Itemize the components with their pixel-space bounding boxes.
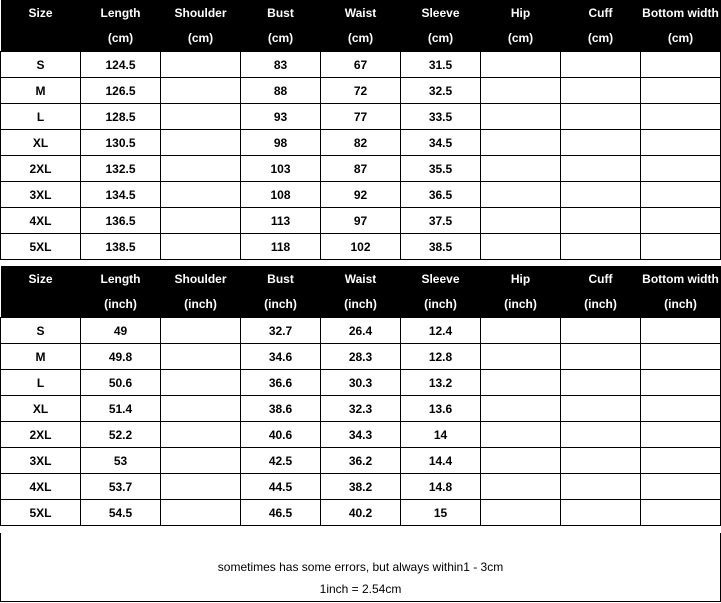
measurement-cell: 98 [241, 130, 321, 156]
measurement-cell [481, 78, 561, 104]
measurement-cell [481, 130, 561, 156]
measurement-cell [161, 422, 241, 448]
measurement-cell [481, 208, 561, 234]
measurement-cell [161, 474, 241, 500]
measurement-cell: 38.5 [401, 234, 481, 260]
size-cell: S [1, 52, 81, 78]
size-table-cm [0, 0, 721, 260]
measurement-cell: 13.2 [401, 370, 481, 396]
measurement-cell [161, 500, 241, 526]
measurement-cell: 108 [241, 182, 321, 208]
measurement-cell: 53 [81, 448, 161, 474]
measurement-cell [641, 448, 721, 474]
measurement-cell: 40.6 [241, 422, 321, 448]
measurement-cell: 44.5 [241, 474, 321, 500]
measurement-cell: 49 [81, 318, 161, 344]
measurement-cell [481, 422, 561, 448]
measurement-cell: 88 [241, 78, 321, 104]
measurement-cell [641, 474, 721, 500]
unit-header: (cm) [161, 25, 241, 52]
measurement-cell [161, 234, 241, 260]
measurement-cell [641, 234, 721, 260]
unit-header: (cm) [481, 25, 561, 52]
unit-conversion-note: 1inch = 2.54cm [319, 582, 402, 596]
measurement-cell: 130.5 [81, 130, 161, 156]
size-cell: 5XL [1, 500, 81, 526]
measurement-cell [561, 344, 641, 370]
unit-header: (cm) [401, 25, 481, 52]
measurement-cell: 97 [321, 208, 401, 234]
table-row [1, 78, 721, 104]
measurement-cell [641, 422, 721, 448]
column-header: Sleeve [401, 266, 481, 291]
unit-header [1, 291, 81, 318]
unit-header: (cm) [561, 25, 641, 52]
measurement-cell: 26.4 [321, 318, 401, 344]
measurement-cell [641, 78, 721, 104]
table-unit-row [1, 25, 721, 52]
column-header: Waist [321, 266, 401, 291]
table-row [1, 396, 721, 422]
measurement-cell: 92 [321, 182, 401, 208]
measurement-cell: 113 [241, 208, 321, 234]
measurement-cell [561, 396, 641, 422]
size-cell: 3XL [1, 182, 81, 208]
column-header: Length [81, 0, 161, 25]
measurement-cell: 138.5 [81, 234, 161, 260]
measurement-cell: 132.5 [81, 156, 161, 182]
measurement-cell [161, 344, 241, 370]
measurement-cell [641, 156, 721, 182]
measurement-cell: 50.6 [81, 370, 161, 396]
size-cell: 4XL [1, 474, 81, 500]
measurement-cell: 82 [321, 130, 401, 156]
size-table-inch [0, 266, 721, 526]
measurement-cell [161, 370, 241, 396]
unit-header: (cm) [321, 25, 401, 52]
measurement-cell [161, 318, 241, 344]
table-row [1, 500, 721, 526]
column-header: Length [81, 266, 161, 291]
column-header: Shoulder [161, 0, 241, 25]
column-header: Size [1, 266, 81, 291]
measurement-cell: 67 [321, 52, 401, 78]
measurement-cell [561, 474, 641, 500]
table-row [1, 448, 721, 474]
measurement-cell [481, 104, 561, 130]
measurement-cell: 36.6 [241, 370, 321, 396]
unit-header: (inch) [561, 291, 641, 318]
measurement-cell: 54.5 [81, 500, 161, 526]
unit-header: (inch) [481, 291, 561, 318]
measurement-cell: 93 [241, 104, 321, 130]
column-header: Bust [241, 0, 321, 25]
size-cell: 5XL [1, 234, 81, 260]
measurement-cell: 32.5 [401, 78, 481, 104]
table-row [1, 474, 721, 500]
measurement-cell: 38.6 [241, 396, 321, 422]
measurement-cell: 38.2 [321, 474, 401, 500]
measurement-cell: 14.4 [401, 448, 481, 474]
table-row [1, 156, 721, 182]
unit-header: (cm) [81, 25, 161, 52]
measurement-cell: 12.8 [401, 344, 481, 370]
measurement-cell: 36.5 [401, 182, 481, 208]
column-header: Cuff [561, 266, 641, 291]
column-header: Hip [481, 266, 561, 291]
size-cell: L [1, 370, 81, 396]
measurement-cell [481, 182, 561, 208]
measurement-cell: 87 [321, 156, 401, 182]
unit-header: (inch) [241, 291, 321, 318]
table-header-row [1, 266, 721, 291]
measurement-cell: 49.8 [81, 344, 161, 370]
unit-header: (cm) [641, 25, 721, 52]
unit-header [1, 25, 81, 52]
measurement-cell [481, 52, 561, 78]
size-cell: 4XL [1, 208, 81, 234]
measurement-cell: 77 [321, 104, 401, 130]
measurement-cell [561, 208, 641, 234]
column-header: Bust [241, 266, 321, 291]
size-cell: 2XL [1, 156, 81, 182]
size-cell: S [1, 318, 81, 344]
measurement-cell: 42.5 [241, 448, 321, 474]
measurement-cell: 30.3 [321, 370, 401, 396]
measurement-cell [481, 396, 561, 422]
measurement-cell: 28.3 [321, 344, 401, 370]
measurement-cell: 36.2 [321, 448, 401, 474]
column-header: Waist [321, 0, 401, 25]
unit-header: (inch) [81, 291, 161, 318]
table-row [1, 318, 721, 344]
measurement-cell: 134.5 [81, 182, 161, 208]
measurement-cell: 103 [241, 156, 321, 182]
measurement-cell [641, 182, 721, 208]
measurement-cell [561, 78, 641, 104]
measurement-cell [561, 104, 641, 130]
measurement-cell [481, 370, 561, 396]
size-cell: L [1, 104, 81, 130]
measurement-cell [161, 208, 241, 234]
measurement-cell [641, 130, 721, 156]
table-unit-row [1, 291, 721, 318]
measurement-cell [481, 500, 561, 526]
measurement-cell: 51.4 [81, 396, 161, 422]
size-cell: 2XL [1, 422, 81, 448]
measurement-cell [481, 448, 561, 474]
table-row [1, 182, 721, 208]
measurement-cell: 136.5 [81, 208, 161, 234]
measurement-cell: 33.5 [401, 104, 481, 130]
measurement-cell [481, 318, 561, 344]
measurement-cell: 52.2 [81, 422, 161, 448]
measurement-cell: 12.4 [401, 318, 481, 344]
table-row [1, 370, 721, 396]
measurement-error-note: sometimes has some errors, but always within1 - 3cm [217, 560, 504, 574]
measurement-cell: 126.5 [81, 78, 161, 104]
measurement-cell [641, 318, 721, 344]
measurement-cell: 15 [401, 500, 481, 526]
measurement-cell: 37.5 [401, 208, 481, 234]
size-cell: XL [1, 396, 81, 422]
table-row [1, 130, 721, 156]
measurement-cell [161, 396, 241, 422]
measurement-cell: 83 [241, 52, 321, 78]
measurement-cell [641, 104, 721, 130]
size-cell: M [1, 344, 81, 370]
measurement-cell: 31.5 [401, 52, 481, 78]
unit-header: (inch) [641, 291, 721, 318]
size-cell: XL [1, 130, 81, 156]
measurement-cell: 53.7 [81, 474, 161, 500]
measurement-cell [561, 52, 641, 78]
table-row [1, 104, 721, 130]
measurement-cell [481, 344, 561, 370]
unit-header: (inch) [161, 291, 241, 318]
measurement-cell [561, 448, 641, 474]
column-header: Size [1, 0, 81, 25]
unit-header: (cm) [241, 25, 321, 52]
column-header: Bottom width [641, 266, 721, 291]
measurement-cell: 35.5 [401, 156, 481, 182]
size-cell: M [1, 78, 81, 104]
measurement-cell: 34.6 [241, 344, 321, 370]
table-header-row [1, 0, 721, 25]
measurement-cell [561, 370, 641, 396]
column-header: Shoulder [161, 266, 241, 291]
table-row [1, 52, 721, 78]
measurement-cell [481, 234, 561, 260]
size-cell: 3XL [1, 448, 81, 474]
measurement-cell [641, 52, 721, 78]
measurement-cell: 124.5 [81, 52, 161, 78]
measurement-cell [161, 78, 241, 104]
measurement-cell: 14 [401, 422, 481, 448]
column-header: Sleeve [401, 0, 481, 25]
measurement-cell: 128.5 [81, 104, 161, 130]
table-row [1, 234, 721, 260]
table-row [1, 344, 721, 370]
measurement-cell: 14.8 [401, 474, 481, 500]
measurement-cell: 32.3 [321, 396, 401, 422]
measurement-cell: 13.6 [401, 396, 481, 422]
measurement-cell [641, 396, 721, 422]
measurement-cell [561, 182, 641, 208]
measurement-cell [161, 104, 241, 130]
table-row [1, 208, 721, 234]
measurement-cell [561, 156, 641, 182]
measurement-cell: 34.5 [401, 130, 481, 156]
measurement-cell: 72 [321, 78, 401, 104]
measurement-cell [481, 474, 561, 500]
measurement-cell: 40.2 [321, 500, 401, 526]
measurement-cell [561, 130, 641, 156]
measurement-cell: 34.3 [321, 422, 401, 448]
column-header: Bottom width [641, 0, 721, 25]
measurement-cell [161, 448, 241, 474]
measurement-cell [481, 156, 561, 182]
measurement-cell [561, 500, 641, 526]
measurement-cell [161, 182, 241, 208]
measurement-cell [161, 52, 241, 78]
table-row [1, 422, 721, 448]
measurement-cell [641, 208, 721, 234]
unit-header: (inch) [401, 291, 481, 318]
measurement-cell: 32.7 [241, 318, 321, 344]
measurement-cell: 118 [241, 234, 321, 260]
measurement-cell [561, 234, 641, 260]
measurement-cell [561, 422, 641, 448]
column-header: Hip [481, 0, 561, 25]
measurement-cell [641, 370, 721, 396]
measurement-cell [641, 500, 721, 526]
measurement-cell: 102 [321, 234, 401, 260]
unit-header: (inch) [321, 291, 401, 318]
measurement-cell [561, 318, 641, 344]
measurement-cell [161, 130, 241, 156]
measurement-cell [161, 156, 241, 182]
column-header: Cuff [561, 0, 641, 25]
measurement-cell: 46.5 [241, 500, 321, 526]
measurement-cell [641, 344, 721, 370]
